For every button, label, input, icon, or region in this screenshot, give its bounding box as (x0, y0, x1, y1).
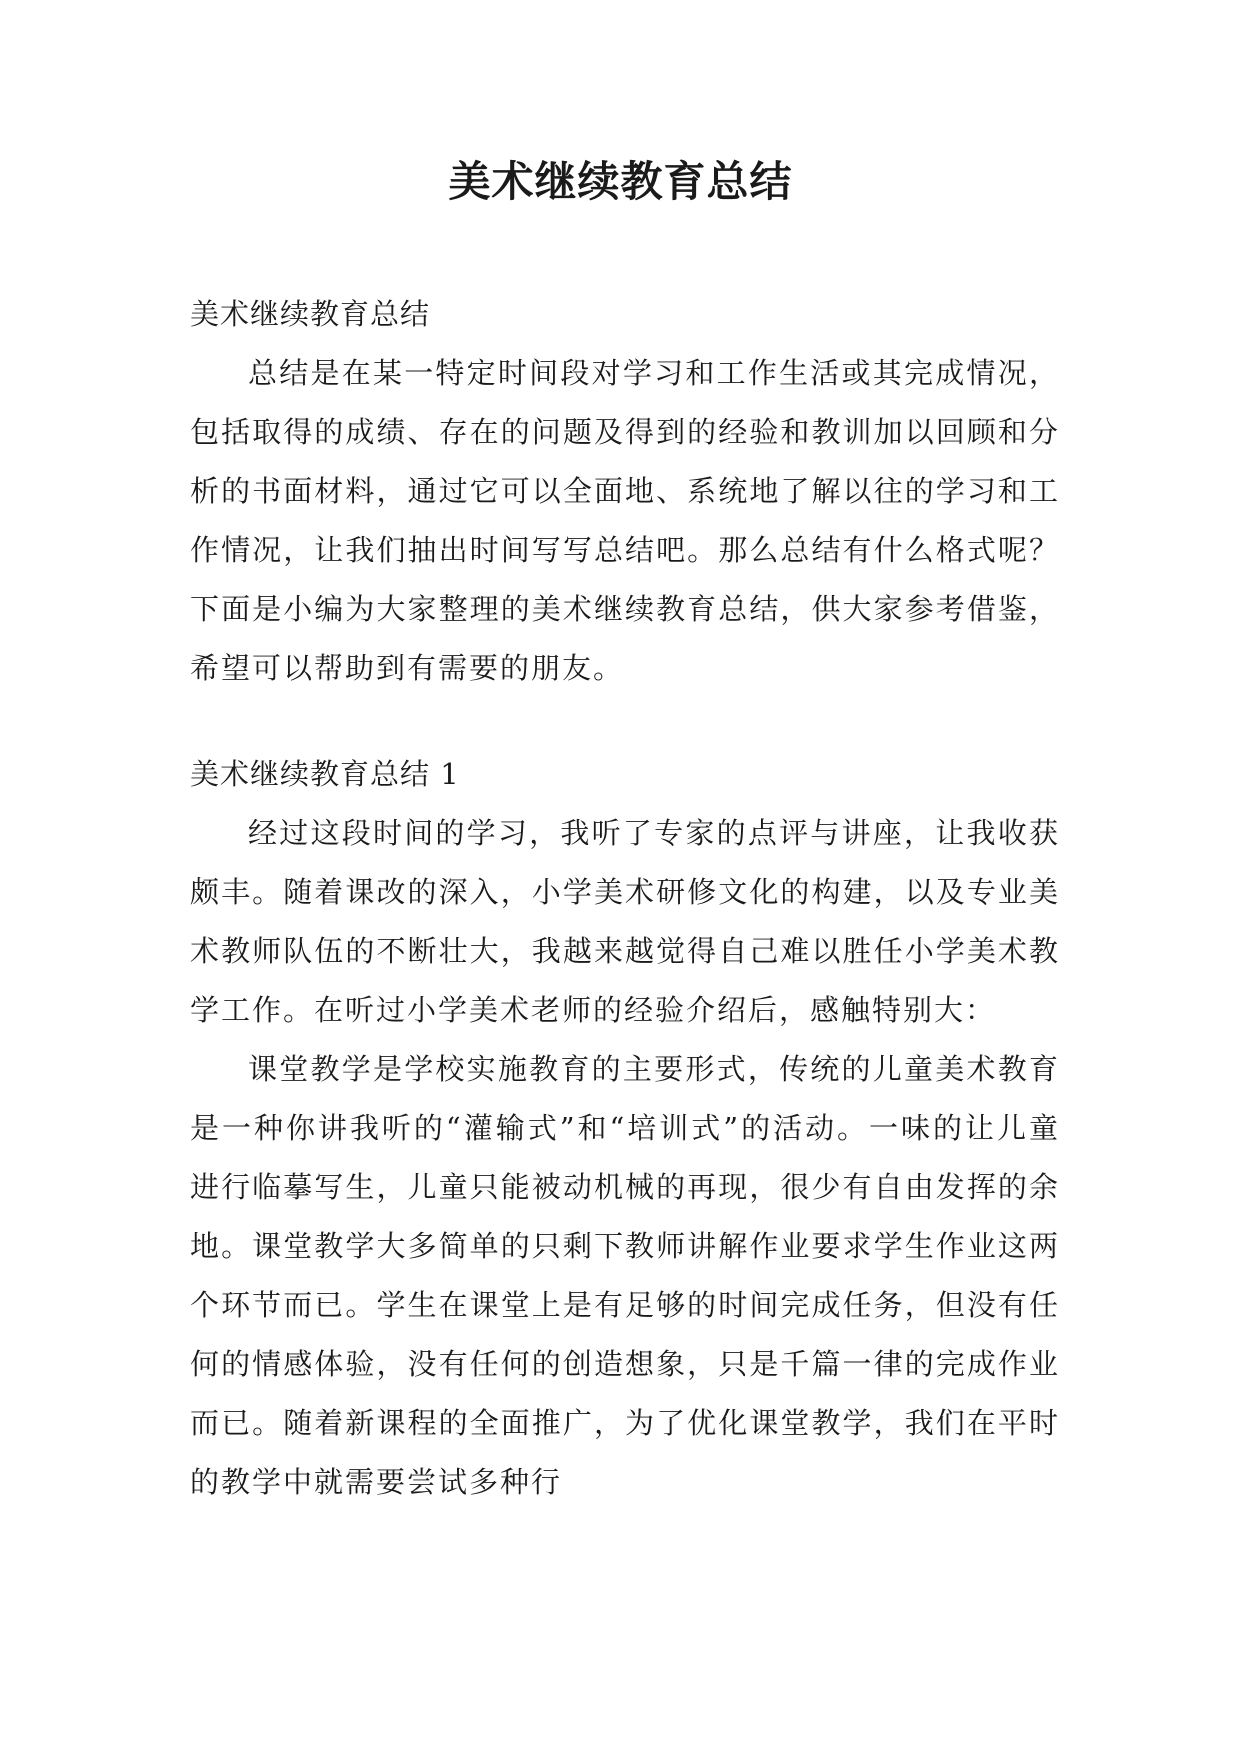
paragraph: 总结是在某一特定时间段对学习和工作生活或其完成情况，包括取得的成绩、存在的问题及得到的经验和教训加以回顾和分析的书面材料，通过它可以全面地、系统地了解以往的学习和工作情况，让我们抽出时间写写总结吧。那么总结有什么格式呢？下面是小编为大家整理的美术继续教育总结，供大家参考借鉴，希望可以帮助到有需要的朋友。 (190, 356, 1060, 685)
section-intro (190, 284, 1060, 698)
document-title: 美术继续教育总结 (448, 157, 793, 206)
paragraph: 经过这段时间的学习，我听了专家的点评与讲座，让我收获颇丰。随着课改的深入，小学美术研修文化的构建，以及专业美术教师队伍的不断壮大，我越来越觉得自己难以胜任小学美术教学工作。在听过小学美术老师的经验介绍后，感触特别大： (190, 816, 1060, 1027)
paragraph: 课堂教学是学校实施教育的主要形式，传统的儿童美术教育是一种你讲我听的“灌输式”和“培训式”的活动。一味的让儿童进行临摹写生，儿童只能被动机械的再现，很少有自由发挥的余地。课堂教学大多简单的只剩下教师讲解作业要求学生作业这两个环节而已。学生在课堂上是有足够的时间完成任务，但没有任何的情感体验，没有任何的创造想象，只是千篇一律的完成作业而已。随着新课程的全面推广，为了优化课堂教学，我们在平时的教学中就需要尝试多种行 (190, 1052, 1060, 1499)
section-heading: 美术继续教育总结 1 (190, 757, 460, 791)
section-1 (190, 744, 1060, 1512)
section-heading: 美术继续教育总结 (190, 297, 431, 331)
